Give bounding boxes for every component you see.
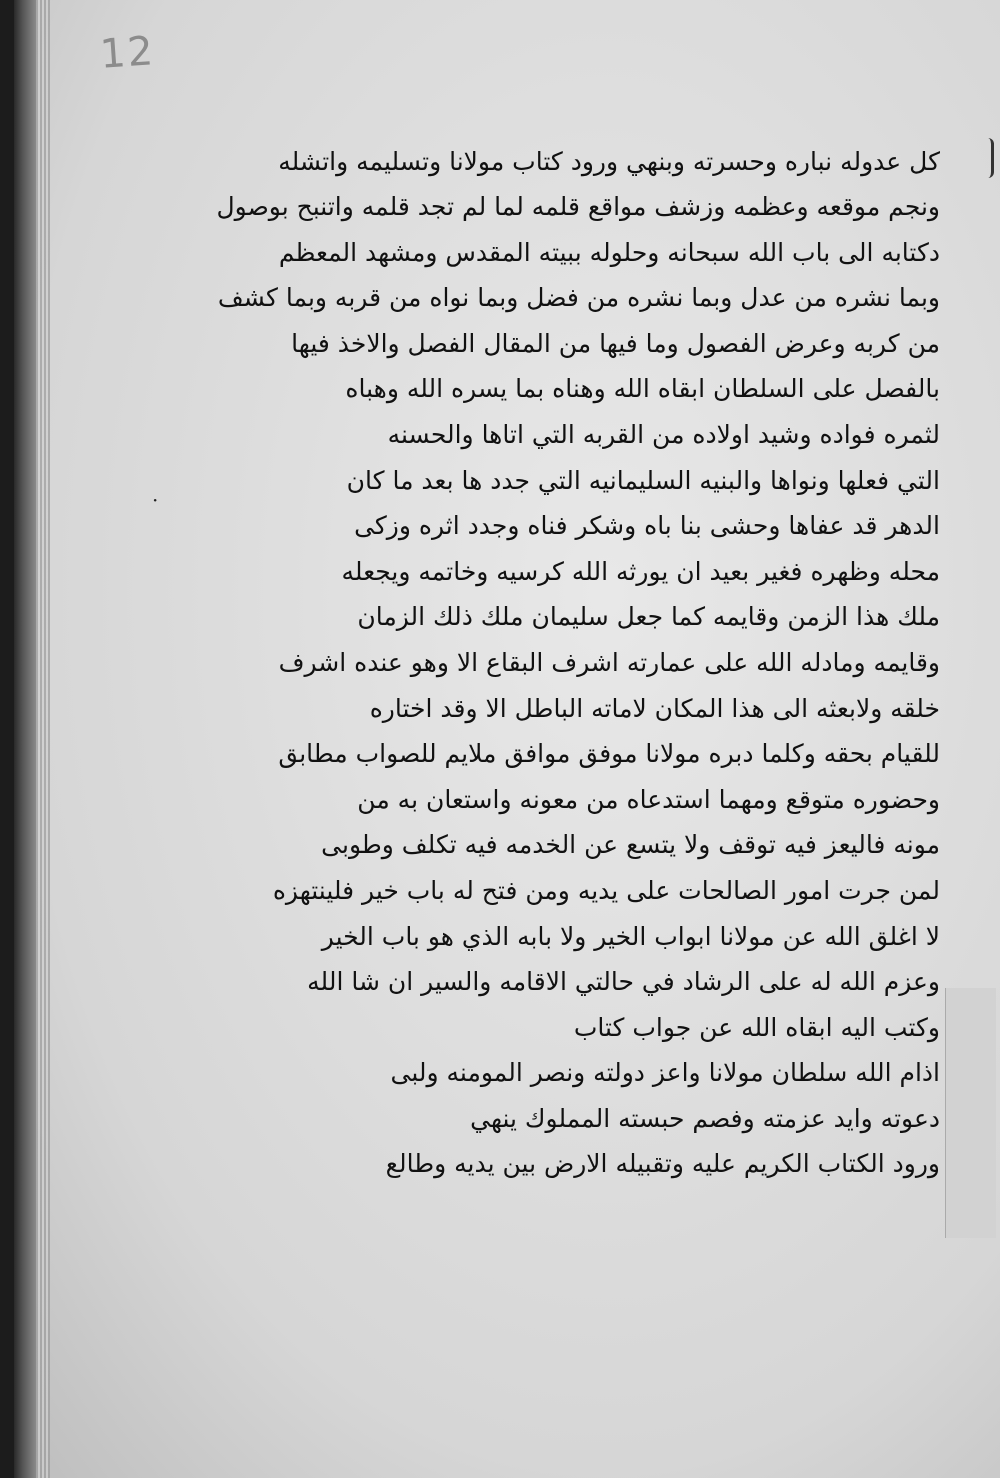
text-line: لا اغلق الله عن مولانا ابواب الخير ولا بابه الذي هو باب الخير [321, 921, 940, 951]
text-line: التي فعلها ونواها والبنيه السليمانيه التي جدد ها بعد ما كان [346, 465, 940, 495]
text-line: للقيام بحقه وكلما دبره مولانا موفق موافق ملايم للصواب مطابق [278, 739, 940, 769]
text-line: دعوته وايد عزمته وفصم حبسته المملوك ينهي [470, 1103, 940, 1133]
text-line: دكتابه الى باب الله سبحانه وحلوله ببيته المقدس ومشهد المعظم [278, 237, 940, 267]
text-line: لثمره فواده وشيد اولاده من القربه التي اتاها والحسنه [387, 419, 940, 449]
text-line: وعزم الله له على الرشاد في حالتي الاقامه والسير ان شا الله [307, 967, 940, 997]
manuscript-text-block [170, 140, 940, 1187]
text-line: محله وظهره فغير بعيد ان يورثه الله كرسيه وخاتمه ويجعله [341, 556, 940, 586]
margin-mark [981, 138, 994, 178]
text-line: وحضوره متوقع ومهما استدعاه من معونه واستعان به من [357, 784, 940, 814]
text-line: بالفصل على السلطان ابقاه الله وهناه بما يسره الله وهباه [345, 374, 940, 404]
text-line: ورود الكتاب الكريم عليه وتقبيله الارض بين يديه وطالع [385, 1149, 940, 1179]
text-line: اذام الله سلطان مولانا واعز دولته ونصر المومنه ولبى [390, 1058, 940, 1088]
text-line: الدهر قد عفاها وحشى بنا باه وشكر فناه وجدد اثره وزكى [354, 511, 940, 541]
text-line: ملك هذا الزمن وقايمه كما جعل سليمان ملك ذلك الزمان [357, 602, 940, 632]
text-line: وبما نشره من عدل وبما نشره من فضل وبما نواه من قربه وبما كشف [217, 283, 940, 313]
text-line: لمن جرت امور الصالحات على يديه ومن فتح له باب خير فلينتهزه [272, 875, 940, 905]
text-line: وقايمه ومادله الله على عمارته اشرف البقاع الا وهو عنده اشرف [278, 647, 940, 677]
text-line: ونجم موقعه وعظمه وزشف مواقع قلمه لما لم تجد قلمه واتنبح بوصول [216, 192, 940, 221]
page-edges [36, 0, 50, 1478]
section-heading-line: وكتب اليه ابقاه الله عن جواب كتاب [573, 1012, 940, 1042]
binding-gutter [14, 0, 36, 1478]
folio-number: 12 [98, 28, 157, 78]
text-line: من كربه وعرض الفصول وما فيها من المقال الفصل والاخذ فيها [291, 328, 940, 358]
text-line: خلقه ولابعثه الى هذا المكان لاماته الباطل الا وقد اختاره [369, 693, 940, 723]
text-line: مونه فاليعز فيه توقف ولا يتسع عن الخدمه فيه تكلف وطوبى [321, 830, 940, 860]
paper-repair-patch [945, 988, 996, 1238]
margin-dot: · [152, 488, 159, 512]
text-line: كل عدوله نباره وحسرته وبنهي ورود كتاب مولانا وتسليمه واتشله [278, 147, 940, 176]
